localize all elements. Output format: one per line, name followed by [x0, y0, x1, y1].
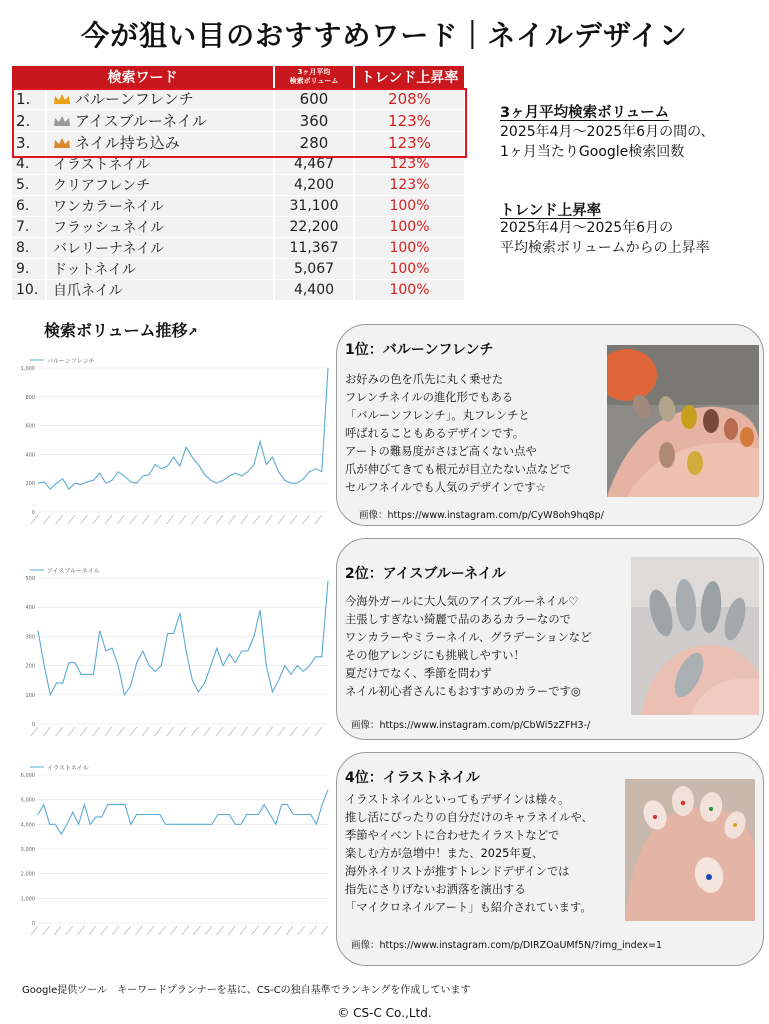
x-tick-mark	[93, 727, 100, 736]
x-tick-mark	[240, 926, 247, 935]
table-row	[12, 280, 464, 301]
crown-icon	[53, 135, 71, 147]
rank-trend: 100%	[354, 196, 464, 217]
rank-word	[46, 259, 274, 280]
x-tick-mark	[80, 515, 87, 524]
card-line: 「マイクロネイルアート」も紹介されています。	[345, 901, 592, 914]
x-tick-mark	[193, 926, 200, 935]
x-tick-mark	[68, 727, 75, 736]
x-tick-mark	[182, 926, 189, 935]
y-tick-label: 2,000	[20, 871, 35, 878]
x-tick-mark	[265, 515, 272, 524]
y-tick-label: 1,000	[20, 896, 35, 903]
rank-word-text: フラッシュネイル	[53, 220, 165, 236]
card-line: 今海外ガールに大人気のアイスブルーネイル♡	[345, 595, 579, 608]
card-line: その他アレンジにも挑戦しやすい！	[345, 649, 525, 662]
table-row	[12, 238, 464, 259]
y-tick-label: 0	[31, 722, 35, 728]
x-tick-mark	[263, 926, 270, 935]
x-tick-mark	[241, 727, 248, 736]
x-tick-mark	[56, 727, 63, 736]
card-line: ワンカラーやミラーネイル、グラデーションなど	[345, 631, 592, 644]
card-rank2	[336, 538, 764, 740]
x-tick-mark	[278, 727, 285, 736]
y-tick-label: 1,000	[20, 366, 35, 372]
card-line: 季節やイベントに合わせたイラストなどで	[345, 829, 560, 842]
rank-word	[46, 238, 274, 259]
x-tick-mark	[77, 926, 84, 935]
card-line: セルフネイルでも人気のデザインです☆	[345, 481, 546, 494]
legend-trend-text	[500, 218, 710, 258]
rank-volume: 4,400	[274, 280, 354, 301]
x-tick-mark	[93, 515, 100, 524]
rank-word-text: アイスブルーネイル	[75, 112, 207, 130]
crown-icon	[53, 91, 71, 103]
x-tick-mark	[105, 727, 112, 736]
x-tick-mark	[80, 727, 87, 736]
table-row	[12, 259, 464, 280]
rank-word	[46, 175, 274, 196]
rank-word	[46, 280, 274, 301]
rank-word-text: バルーンフレンチ	[75, 90, 194, 108]
card-body	[345, 791, 593, 917]
series-line	[38, 581, 328, 695]
y-tick-label: 4,000	[20, 822, 35, 829]
illust-nail-photo	[625, 779, 755, 921]
rank-number: 6.	[12, 196, 46, 217]
image-source: 画像：https://www.instagram.com/p/CbWi5zZFH3-/	[351, 720, 591, 731]
footnote: Google提供ツール キーワードプランナーを基に、CS-Cの独自基準でランキングを作成しています	[22, 985, 471, 996]
search-volume-title	[44, 318, 198, 341]
x-tick-mark	[54, 926, 61, 935]
chart-illust-nail	[10, 757, 332, 949]
x-tick-mark	[228, 926, 235, 935]
rank-word	[46, 196, 274, 217]
rank-volume: 11,367	[274, 238, 354, 259]
rank-word	[46, 154, 274, 175]
header-volume-line1: 3ヶ月平均	[297, 68, 331, 76]
rank-volume: 4,467	[274, 154, 354, 175]
table-header-row	[12, 66, 464, 88]
search-volume-title-text: 検索ボリューム推移	[44, 321, 188, 340]
x-tick-mark	[43, 727, 50, 736]
card-line: アートの難易度がさほど高くない点や	[345, 445, 537, 458]
rank-trend: 208%	[354, 88, 464, 110]
x-tick-mark	[147, 926, 154, 935]
card-rank1	[336, 324, 764, 526]
legend-label: イラストネイル	[47, 765, 89, 772]
x-tick-mark	[205, 926, 212, 935]
rank-volume: 4,200	[274, 175, 354, 196]
legend-label: バルーンフレンチ	[47, 358, 95, 365]
y-tick-label: 300	[25, 634, 35, 641]
legend-label: アイスブルーネイル	[47, 568, 100, 575]
rank-trend: 123%	[354, 154, 464, 175]
rank-word-text: バレリーナネイル	[53, 241, 165, 257]
copyright: © CS-C Co.,Ltd.	[337, 1006, 432, 1020]
card-line: 主張しすぎない綺麗で品のあるカラーなので	[345, 613, 571, 626]
x-tick-mark	[117, 515, 124, 524]
x-tick-mark	[286, 926, 293, 935]
x-tick-mark	[298, 926, 305, 935]
chart-ice-blue-nail	[10, 560, 332, 750]
table-row	[12, 175, 464, 196]
table-row	[12, 196, 464, 217]
card-title: 2位：アイスブルーネイル	[345, 566, 506, 582]
x-tick-mark	[179, 727, 186, 736]
x-tick-mark	[154, 727, 161, 736]
rank-word	[46, 110, 274, 132]
card-line: 推し活にぴったりの自分だけのキャラネイルや、	[345, 811, 593, 824]
legend-volume-line: 1ヶ月当たりGoogle検索回数	[500, 144, 685, 160]
rank-trend: 100%	[354, 259, 464, 280]
rank-volume: 360	[274, 110, 354, 132]
rank-number: 9.	[12, 259, 46, 280]
x-tick-mark	[142, 727, 149, 736]
series-line	[38, 790, 328, 834]
card-line: ネイル初心者さんにもおすすめのカラーです◎	[345, 685, 581, 698]
table-row	[12, 110, 464, 132]
x-tick-mark	[142, 515, 149, 524]
rank-number: 3.	[12, 132, 46, 154]
rank-volume: 280	[274, 132, 354, 154]
card-line: 夏だけでなく、季節を問わず	[345, 667, 492, 680]
x-tick-mark	[253, 727, 260, 736]
header-word: 検索ワード	[12, 66, 274, 88]
card-title: 1位：バルーンフレンチ	[345, 342, 494, 358]
x-tick-mark	[302, 515, 309, 524]
rank-trend: 123%	[354, 175, 464, 196]
x-tick-mark	[31, 515, 38, 524]
x-tick-mark	[265, 727, 272, 736]
table-row	[12, 154, 464, 175]
card-line: お好みの色を爪先に丸く乗せた	[345, 373, 504, 386]
table-row	[12, 88, 464, 110]
x-tick-mark	[31, 926, 38, 935]
x-tick-mark	[191, 515, 198, 524]
x-tick-mark	[117, 727, 124, 736]
image-source: 画像：https://www.instagram.com/p/CyW8oh9hq8p/	[359, 510, 604, 521]
rank-trend: 100%	[354, 238, 464, 259]
rank-word	[46, 88, 274, 110]
x-tick-mark	[275, 926, 282, 935]
rank-trend: 100%	[354, 280, 464, 301]
x-tick-mark	[216, 727, 223, 736]
table-row	[12, 217, 464, 238]
x-tick-mark	[241, 515, 248, 524]
x-tick-mark	[56, 515, 63, 524]
card-line: 指先にさりげないお洒落を演出する	[345, 883, 526, 896]
legend-trend-line: 2025年4月～2025年6月の	[500, 220, 674, 236]
balloon-french-nail-photo	[607, 345, 759, 497]
rank-volume: 600	[274, 88, 354, 110]
rank-number: 2.	[12, 110, 46, 132]
y-tick-label: 600	[25, 423, 35, 430]
x-tick-mark	[154, 515, 161, 524]
chart-balloon-french	[10, 350, 332, 538]
legend-volume-text	[500, 122, 715, 162]
crown-icon	[53, 113, 71, 125]
header-volume-line2: 検索ボリューム	[289, 77, 339, 85]
x-tick-mark	[167, 515, 174, 524]
card-line: 「バルーンフレンチ」。丸フレンチと	[345, 409, 530, 422]
card-body	[345, 371, 571, 497]
legend-volume-title: 3ヶ月平均検索ボリューム	[500, 105, 670, 121]
rank-word-text: ドットネイル	[53, 262, 137, 278]
y-tick-label: 3,000	[20, 847, 35, 853]
rank-volume: 5,067	[274, 259, 354, 280]
y-tick-label: 800	[25, 394, 35, 401]
rank-number: 8.	[12, 238, 46, 259]
x-tick-mark	[290, 515, 297, 524]
rank-number: 7.	[12, 217, 46, 238]
y-tick-label: 200	[25, 663, 35, 670]
x-tick-mark	[290, 727, 297, 736]
card-line: フレンチネイルの進化形でもある	[345, 391, 514, 404]
x-tick-mark	[68, 515, 75, 524]
x-tick-mark	[216, 515, 223, 524]
x-tick-mark	[309, 926, 316, 935]
x-tick-mark	[315, 727, 322, 736]
series-line	[38, 368, 328, 489]
x-tick-mark	[101, 926, 108, 935]
rank-trend: 123%	[354, 110, 464, 132]
rank-trend: 123%	[354, 132, 464, 154]
x-tick-mark	[66, 926, 73, 935]
rank-number: 4.	[12, 154, 46, 175]
x-tick-mark	[43, 926, 50, 935]
header-trend: トレンド上昇率	[354, 66, 464, 88]
card-rank4	[336, 752, 764, 966]
rank-number: 5.	[12, 175, 46, 196]
x-tick-mark	[130, 515, 137, 524]
card-body	[345, 593, 591, 701]
ice-blue-nail-photo	[631, 557, 759, 715]
trend-arrow-icon: ↗	[187, 325, 198, 339]
x-tick-mark	[89, 926, 96, 935]
x-tick-mark	[253, 515, 260, 524]
x-tick-mark	[179, 515, 186, 524]
y-tick-label: 0	[31, 921, 35, 927]
x-tick-mark	[191, 727, 198, 736]
x-tick-mark	[321, 926, 328, 935]
x-tick-mark	[159, 926, 166, 935]
page-title: 今が狙い目のおすすめワード｜ネイルデザイン	[81, 19, 688, 52]
rank-word-text: 自爪ネイル	[53, 283, 123, 299]
y-tick-label: 5,000	[20, 797, 35, 804]
x-tick-mark	[43, 515, 50, 524]
rank-word-text: ワンカラーネイル	[53, 199, 165, 215]
y-tick-label: 100	[25, 692, 35, 699]
y-tick-label: 0	[31, 510, 35, 516]
x-tick-mark	[302, 727, 309, 736]
x-tick-mark	[278, 515, 285, 524]
card-line: 楽しむ方が急増中！また、2025年夏、	[345, 847, 544, 860]
x-tick-mark	[167, 727, 174, 736]
legend-volume-line: 2025年4月～2025年6月の間の、	[500, 124, 715, 140]
x-tick-mark	[170, 926, 177, 935]
x-tick-mark	[228, 727, 235, 736]
x-tick-mark	[204, 727, 211, 736]
rank-number: 10.	[12, 280, 46, 301]
y-tick-label: 400	[25, 605, 35, 612]
x-tick-mark	[251, 926, 258, 935]
table-row	[12, 132, 464, 154]
y-tick-label: 200	[25, 481, 35, 488]
rank-word	[46, 217, 274, 238]
legend-trend-title: トレンド上昇率	[500, 203, 602, 219]
rank-word-text: イラストネイル	[53, 157, 151, 173]
x-tick-mark	[124, 926, 131, 935]
rank-volume: 22,200	[274, 217, 354, 238]
card-line: イラストネイルといってもデザインは様々。	[345, 793, 570, 806]
legend-trend-line: 平均検索ボリュームからの上昇率	[500, 240, 710, 256]
x-tick-mark	[31, 727, 38, 736]
card-line: 呼ばれることもあるデザインです。	[345, 427, 525, 440]
x-tick-mark	[135, 926, 142, 935]
x-tick-mark	[105, 515, 112, 524]
x-tick-mark	[315, 515, 322, 524]
y-tick-label: 400	[25, 452, 35, 459]
y-tick-label: 500	[25, 576, 35, 582]
ranking-table	[12, 66, 464, 301]
x-tick-mark	[204, 515, 211, 524]
header-volume	[274, 66, 354, 88]
rank-volume: 31,100	[274, 196, 354, 217]
card-title: 4位：イラストネイル	[345, 770, 480, 786]
rank-word-text: ネイル持ち込み	[75, 134, 180, 152]
rank-trend: 100%	[354, 217, 464, 238]
card-line: 爪が伸びてきても根元が目立たない点などで	[345, 463, 571, 476]
card-line: 海外ネイリストが推すトレンドデザインでは	[345, 865, 570, 878]
x-tick-mark	[112, 926, 119, 935]
rank-number: 1.	[12, 88, 46, 110]
y-tick-label: 6,000	[20, 773, 35, 779]
rank-word-text: クリアフレンチ	[53, 178, 151, 194]
x-tick-mark	[228, 515, 235, 524]
rank-word	[46, 132, 274, 154]
image-source: 画像：https://www.instagram.com/p/DIRZOaUMf5N/?img_index=1	[351, 940, 662, 951]
x-tick-mark	[217, 926, 224, 935]
x-tick-mark	[130, 727, 137, 736]
